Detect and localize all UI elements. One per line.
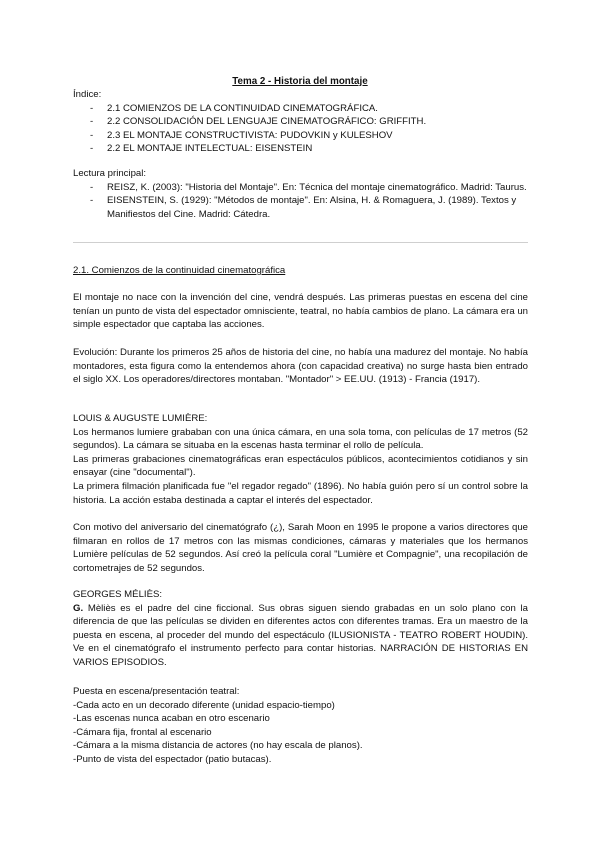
reading-item: - REISZ, K. (2003): "Historia del Montaje". En: Técnica del montaje cinematográfico. Madrid: Taurus. [73, 181, 528, 195]
index-item: - 2.2 EL MONTAJE INTELECTUAL: EISENSTEIN [73, 142, 528, 156]
puesta-item: -Cámara a la misma distancia de actores (no hay escala de planos). [73, 740, 363, 752]
paragraph-evolucion: Evolución: Durante los primeros 25 años de historia del cine, no había una madurez del montaje. No había montadores, esta figura como la entendemos ahora (con capacidad creativa) no surge hasta bien entrado el siglo XX. Los operadores/directores montaban. "Montador" > EE.UU. (1913) - Francia (1917). [73, 347, 528, 386]
melies-text: Mèliès es el padre del cine ficcional. Sus obras siguen siendo grabadas en un solo plano con la diferencia de que las películas se dividen en diferentes actos con diferentes tramas. Era un maestro de la puesta en escena, al proceder del mundo del espectáculo (ILUSIONISTA - TEATRO ROBERT HOUDIN). Ve en el cinematógrafo el instrumento perfecto para contar historias. NARRACIÓN DE HISTORIAS EN VARIOS EPISODIOS. [73, 602, 528, 668]
lumiere-line: La primera filmación planificada fue "el regador regado" (1896). No había guión pero sí un control sobre la historia. La acción estaba destinada a captar el interés del espectador. [73, 480, 528, 506]
index-block [73, 88, 528, 156]
paragraph-aniversario: Con motivo del aniversario del cinematógrafo (¿), Sarah Moon en 1995 le propone a varios directores que filmaran en rollos de 17 metros con las mismas condiciones, cámaras y materiales que los hermanos Lumière películas de 52 segundos. Así creó la película coral "Lumière et Compagnie", una recopilación de cortometrajes de 52 segundos. [73, 522, 528, 574]
melies-block [73, 588, 528, 670]
divider [73, 242, 528, 243]
section-heading: 2.1. Comienzos de la continuidad cinematográfica [73, 265, 286, 276]
puesta-item: -Cámara fija, frontal al escenario [73, 726, 212, 738]
melies-title: GEORGES MÉLIÈS: [73, 589, 163, 600]
lumiere-line: Las primeras grabaciones cinematográficas eran espectáculos públicos, acontecimientos cotidianos y sin ensayar (cine "documental"). [73, 453, 528, 479]
reading-label: Lectura principal: [73, 168, 147, 179]
puesta-block [73, 685, 528, 767]
lumiere-line: Los hermanos lumiere grababan con una única cámara, en una sola toma, con películas de 17 metros (52 segundos). La cámara se situaba en la escenas hasta terminar el rollo de película. [73, 426, 528, 452]
reading-item: - EISENSTEIN, S. (1929): "Métodos de montaje". En: Alsina, H. & Romaguera, J. (1989). Textos y Manifiestos del Cine. Madrid: Cátedra. [73, 194, 528, 221]
index-list [73, 102, 528, 156]
document-title: Tema 2 - Historia del montaje [232, 76, 368, 87]
lumiere-block [73, 412, 528, 507]
puesta-item: -Las escenas nunca acaban en otro escenario [73, 713, 270, 725]
index-label: Índice: [73, 89, 102, 100]
puesta-title: Puesta en escena/presentación teatral: [73, 686, 240, 697]
melies-lead: G. [73, 602, 84, 614]
puesta-item: -Cada acto en un decorado diferente (unidad espacio-tiempo) [73, 699, 335, 711]
index-item: - 2.2 CONSOLIDACIÓN DEL LENGUAJE CINEMATOGRÁFICO: GRIFFITH. [73, 115, 528, 129]
index-item: - 2.1 COMIENZOS DE LA CONTINUIDAD CINEMATOGRÁFICA. [73, 102, 528, 116]
index-item: - 2.3 EL MONTAJE CONSTRUCTIVISTA: PUDOVKIN y KULESHOV [73, 129, 528, 143]
puesta-item: -Punto de vista del espectador (patio butacas). [73, 753, 272, 765]
reading-list [73, 181, 528, 222]
paragraph-intro: El montaje no nace con la invención del cine, vendrá después. Las primeras puestas en escena del cine tenían un punto de vista del espectador omnisciente, teatral, no había cambios de plano. La cámara era un simple espectador que captaba las acciones. [73, 292, 528, 331]
lumiere-title: LOUIS & AUGUSTE LUMIÈRE: [73, 413, 208, 424]
reading-block [73, 167, 528, 221]
melies-paragraph [73, 602, 528, 670]
